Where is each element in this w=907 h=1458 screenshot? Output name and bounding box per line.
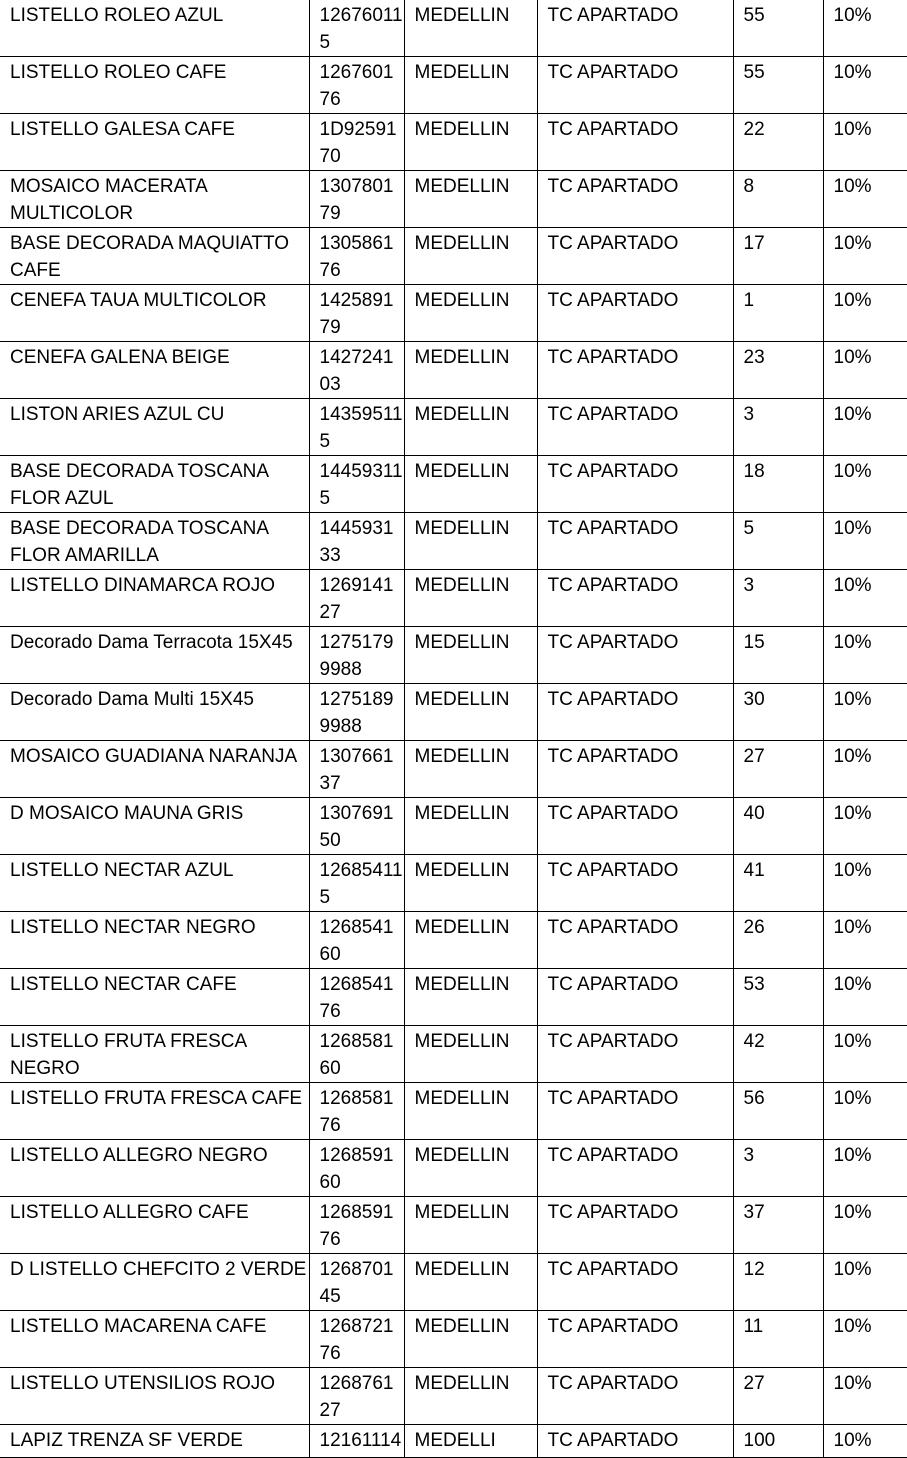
product-description-cell: BASE DECORADA TOSCANA FLOR AZUL <box>0 456 309 513</box>
product-code-cell: 130766137 <box>309 741 404 798</box>
table-row <box>0 171 907 228</box>
percentage-cell: 10% <box>823 1140 907 1197</box>
product-code-cell: 144593133 <box>309 513 404 570</box>
product-code-cell: 126872176 <box>309 1311 404 1368</box>
product-description-cell: LISTELLO ALLEGRO NEGRO <box>0 1140 309 1197</box>
destination-store-cell: TC APARTADO <box>537 855 733 912</box>
product-code-cell: 142589179 <box>309 285 404 342</box>
origin-city-cell: MEDELLIN <box>404 855 537 912</box>
table-row <box>0 1140 907 1197</box>
percentage-cell: 10% <box>823 1425 907 1458</box>
product-description-cell: MOSAICO GUADIANA NARANJA <box>0 741 309 798</box>
percentage-cell: 10% <box>823 570 907 627</box>
product-code-cell: 130780179 <box>309 171 404 228</box>
quantity-cell: 37 <box>733 1197 823 1254</box>
origin-city-cell: MEDELLIN <box>404 969 537 1026</box>
percentage-cell: 10% <box>823 1083 907 1140</box>
table-row <box>0 285 907 342</box>
percentage-cell: 10% <box>823 1311 907 1368</box>
origin-city-cell: MEDELLIN <box>404 1254 537 1311</box>
percentage-cell: 10% <box>823 513 907 570</box>
destination-store-cell: TC APARTADO <box>537 684 733 741</box>
percentage-cell: 10% <box>823 1197 907 1254</box>
percentage-cell: 10% <box>823 684 907 741</box>
percentage-cell: 10% <box>823 627 907 684</box>
table-row <box>0 399 907 456</box>
product-code-cell: 126858176 <box>309 1083 404 1140</box>
percentage-cell: 10% <box>823 228 907 285</box>
table-row <box>0 912 907 969</box>
destination-store-cell: TC APARTADO <box>537 969 733 1026</box>
product-description-cell: LISTELLO FRUTA FRESCA NEGRO <box>0 1026 309 1083</box>
product-description-cell: LISTELLO FRUTA FRESCA CAFE <box>0 1083 309 1140</box>
destination-store-cell: TC APARTADO <box>537 798 733 855</box>
product-code-cell: 130586176 <box>309 228 404 285</box>
product-description-cell: D LISTELLO CHEFCITO 2 VERDE <box>0 1254 309 1311</box>
destination-store-cell: TC APARTADO <box>537 228 733 285</box>
product-description-cell: Decorado Dama Terracota 15X45 <box>0 627 309 684</box>
destination-store-cell: TC APARTADO <box>537 1026 733 1083</box>
product-code-cell: 12161114 <box>309 1425 404 1458</box>
percentage-cell: 10% <box>823 741 907 798</box>
percentage-cell: 10% <box>823 342 907 399</box>
product-description-cell: LISTELLO GALESA CAFE <box>0 114 309 171</box>
product-code-cell: 12751899988 <box>309 684 404 741</box>
product-description-cell: BASE DECORADA MAQUIATTO CAFE <box>0 228 309 285</box>
product-description-cell: LISTELLO NECTAR AZUL <box>0 855 309 912</box>
percentage-cell: 10% <box>823 456 907 513</box>
percentage-cell: 10% <box>823 912 907 969</box>
destination-store-cell: TC APARTADO <box>537 114 733 171</box>
table-row <box>0 684 907 741</box>
product-description-cell: CENEFA GALENA BEIGE <box>0 342 309 399</box>
destination-store-cell: TC APARTADO <box>537 285 733 342</box>
origin-city-cell: MEDELLIN <box>404 456 537 513</box>
table-row <box>0 969 907 1026</box>
table-row <box>0 1026 907 1083</box>
destination-store-cell: TC APARTADO <box>537 57 733 114</box>
product-code-cell: 126760115 <box>309 0 404 57</box>
destination-store-cell: TC APARTADO <box>537 1254 733 1311</box>
origin-city-cell: MEDELLIN <box>404 1368 537 1425</box>
table-row <box>0 57 907 114</box>
quantity-cell: 27 <box>733 1368 823 1425</box>
destination-store-cell: TC APARTADO <box>537 171 733 228</box>
quantity-cell: 11 <box>733 1311 823 1368</box>
quantity-cell: 3 <box>733 1140 823 1197</box>
quantity-cell: 15 <box>733 627 823 684</box>
origin-city-cell: MEDELLIN <box>404 513 537 570</box>
percentage-cell: 10% <box>823 1254 907 1311</box>
percentage-cell: 10% <box>823 171 907 228</box>
origin-city-cell: MEDELLIN <box>404 1311 537 1368</box>
origin-city-cell: MEDELLIN <box>404 798 537 855</box>
quantity-cell: 100 <box>733 1425 823 1458</box>
product-code-cell: 126859176 <box>309 1197 404 1254</box>
product-description-cell: Decorado Dama Multi 15X45 <box>0 684 309 741</box>
table-row <box>0 513 907 570</box>
quantity-cell: 55 <box>733 0 823 57</box>
product-code-cell: 1D9259170 <box>309 114 404 171</box>
destination-store-cell: TC APARTADO <box>537 342 733 399</box>
table-row <box>0 1368 907 1425</box>
origin-city-cell: MEDELLIN <box>404 399 537 456</box>
destination-store-cell: TC APARTADO <box>537 912 733 969</box>
destination-store-cell: TC APARTADO <box>537 627 733 684</box>
quantity-cell: 53 <box>733 969 823 1026</box>
percentage-cell: 10% <box>823 285 907 342</box>
product-code-cell: 126854176 <box>309 969 404 1026</box>
origin-city-cell: MEDELLIN <box>404 570 537 627</box>
quantity-cell: 3 <box>733 570 823 627</box>
table-row <box>0 456 907 513</box>
product-description-cell: LISTELLO UTENSILIOS ROJO <box>0 1368 309 1425</box>
table-row <box>0 1083 907 1140</box>
product-description-cell: MOSAICO MACERATA MULTICOLOR <box>0 171 309 228</box>
table-row <box>0 1311 907 1368</box>
product-description-cell: LISTELLO DINAMARCA ROJO <box>0 570 309 627</box>
product-description-cell: LISTELLO NECTAR CAFE <box>0 969 309 1026</box>
table-row <box>0 798 907 855</box>
product-description-cell: LISTELLO NECTAR NEGRO <box>0 912 309 969</box>
destination-store-cell: TC APARTADO <box>537 0 733 57</box>
origin-city-cell: MEDELLIN <box>404 0 537 57</box>
quantity-cell: 17 <box>733 228 823 285</box>
quantity-cell: 12 <box>733 1254 823 1311</box>
percentage-cell: 10% <box>823 57 907 114</box>
quantity-cell: 5 <box>733 513 823 570</box>
percentage-cell: 10% <box>823 1026 907 1083</box>
product-description-cell: LISTELLO MACARENA CAFE <box>0 1311 309 1368</box>
origin-city-cell: MEDELLIN <box>404 741 537 798</box>
product-code-cell: 126854160 <box>309 912 404 969</box>
quantity-cell: 3 <box>733 399 823 456</box>
table-row <box>0 0 907 57</box>
quantity-cell: 18 <box>733 456 823 513</box>
percentage-cell: 10% <box>823 114 907 171</box>
quantity-cell: 30 <box>733 684 823 741</box>
destination-store-cell: TC APARTADO <box>537 1425 733 1458</box>
quantity-cell: 23 <box>733 342 823 399</box>
product-code-cell: 126876127 <box>309 1368 404 1425</box>
quantity-cell: 55 <box>733 57 823 114</box>
product-code-cell: 126914127 <box>309 570 404 627</box>
product-description-cell: CENEFA TAUA MULTICOLOR <box>0 285 309 342</box>
table-row <box>0 1254 907 1311</box>
product-code-cell: 143595115 <box>309 399 404 456</box>
product-description-cell: LAPIZ TRENZA SF VERDE <box>0 1425 309 1458</box>
origin-city-cell: MEDELLIN <box>404 57 537 114</box>
origin-city-cell: MEDELLIN <box>404 1083 537 1140</box>
product-description-cell: LISTELLO ROLEO CAFE <box>0 57 309 114</box>
origin-city-cell: MEDELLIN <box>404 684 537 741</box>
product-code-cell: 12751799988 <box>309 627 404 684</box>
product-code-cell: 126870145 <box>309 1254 404 1311</box>
origin-city-cell: MEDELLIN <box>404 912 537 969</box>
destination-store-cell: TC APARTADO <box>537 1197 733 1254</box>
origin-city-cell: MEDELLIN <box>404 228 537 285</box>
origin-city-cell: MEDELLI <box>404 1425 537 1458</box>
quantity-cell: 40 <box>733 798 823 855</box>
product-description-cell: LISTELLO ALLEGRO CAFE <box>0 1197 309 1254</box>
percentage-cell: 10% <box>823 0 907 57</box>
quantity-cell: 22 <box>733 114 823 171</box>
table-row <box>0 627 907 684</box>
destination-store-cell: TC APARTADO <box>537 1368 733 1425</box>
table-row <box>0 1425 907 1458</box>
quantity-cell: 56 <box>733 1083 823 1140</box>
origin-city-cell: MEDELLIN <box>404 171 537 228</box>
quantity-cell: 26 <box>733 912 823 969</box>
origin-city-cell: MEDELLIN <box>404 285 537 342</box>
quantity-cell: 1 <box>733 285 823 342</box>
destination-store-cell: TC APARTADO <box>537 456 733 513</box>
percentage-cell: 10% <box>823 855 907 912</box>
percentage-cell: 10% <box>823 399 907 456</box>
destination-store-cell: TC APARTADO <box>537 1311 733 1368</box>
table-row <box>0 855 907 912</box>
product-code-cell: 126760176 <box>309 57 404 114</box>
destination-store-cell: TC APARTADO <box>537 1140 733 1197</box>
quantity-cell: 41 <box>733 855 823 912</box>
destination-store-cell: TC APARTADO <box>537 513 733 570</box>
product-description-cell: D MOSAICO MAUNA GRIS <box>0 798 309 855</box>
table-row <box>0 114 907 171</box>
product-description-cell: BASE DECORADA TOSCANA FLOR AMARILLA <box>0 513 309 570</box>
quantity-cell: 8 <box>733 171 823 228</box>
table-row <box>0 228 907 285</box>
table-row <box>0 1197 907 1254</box>
origin-city-cell: MEDELLIN <box>404 1140 537 1197</box>
origin-city-cell: MEDELLIN <box>404 114 537 171</box>
product-code-cell: 130769150 <box>309 798 404 855</box>
destination-store-cell: TC APARTADO <box>537 570 733 627</box>
product-code-cell: 144593115 <box>309 456 404 513</box>
destination-store-cell: TC APARTADO <box>537 1083 733 1140</box>
product-code-cell: 126854115 <box>309 855 404 912</box>
percentage-cell: 10% <box>823 969 907 1026</box>
quantity-cell: 27 <box>733 741 823 798</box>
origin-city-cell: MEDELLIN <box>404 627 537 684</box>
product-code-cell: 126858160 <box>309 1026 404 1083</box>
origin-city-cell: MEDELLIN <box>404 342 537 399</box>
percentage-cell: 10% <box>823 1368 907 1425</box>
product-code-cell: 126859160 <box>309 1140 404 1197</box>
product-code-cell: 142724103 <box>309 342 404 399</box>
origin-city-cell: MEDELLIN <box>404 1026 537 1083</box>
table-row <box>0 570 907 627</box>
quantity-cell: 42 <box>733 1026 823 1083</box>
percentage-cell: 10% <box>823 798 907 855</box>
table-row <box>0 741 907 798</box>
destination-store-cell: TC APARTADO <box>537 399 733 456</box>
destination-store-cell: TC APARTADO <box>537 741 733 798</box>
origin-city-cell: MEDELLIN <box>404 1197 537 1254</box>
table-row <box>0 342 907 399</box>
product-description-cell: LISTELLO ROLEO AZUL <box>0 0 309 57</box>
product-description-cell: LISTON ARIES AZUL CU <box>0 399 309 456</box>
